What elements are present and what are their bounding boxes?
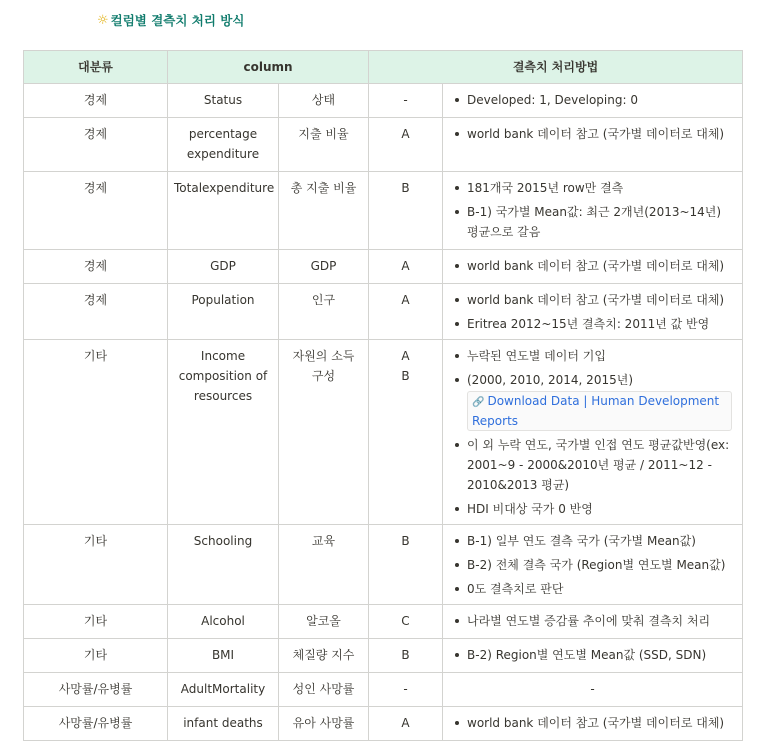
cell-method — [443, 707, 743, 741]
sun-icon: ☼ — [97, 12, 109, 28]
method-item: world bank 데이터 참고 (국가별 데이터로 대체) — [467, 256, 732, 276]
cell-korean: GDP — [279, 250, 369, 284]
cell-korean: 총 지출 비율 — [279, 172, 369, 250]
cell-column: Schooling — [168, 525, 279, 605]
method-item: 이 외 누락 연도, 국가별 인접 연도 평균값반영(ex: 2001~9 - 2000&2010년 평균 / 2011~12 - 2010&2013 평균) — [467, 435, 732, 495]
method-item — [467, 370, 732, 431]
method-item: Eritrea 2012~15년 결측치: 2011년 값 반영 — [467, 314, 732, 334]
cell-korean: 인구 — [279, 284, 369, 340]
cell-code: A — [369, 250, 443, 284]
cell-method: - — [443, 673, 743, 707]
table-row — [24, 250, 743, 284]
cell-column: Status — [168, 84, 279, 118]
cell-category: 경제 — [24, 284, 168, 340]
cell-column: AdultMortality — [168, 673, 279, 707]
cell-method — [443, 340, 743, 525]
table-row — [24, 172, 743, 250]
cell-korean: 알코올 — [279, 605, 369, 639]
cell-category: 경제 — [24, 172, 168, 250]
cell-korean: 상태 — [279, 84, 369, 118]
method-item: HDI 비대상 국가 0 반영 — [467, 499, 732, 519]
method-item: 0도 결측치로 판단 — [467, 579, 732, 599]
table-row — [24, 340, 743, 525]
cell-column: BMI — [168, 639, 279, 673]
method-item: world bank 데이터 참고 (국가별 데이터로 대체) — [467, 290, 732, 310]
cell-column: Income composition of resources — [168, 340, 279, 525]
table-row — [24, 118, 743, 172]
cell-column: percentage expenditure — [168, 118, 279, 172]
cell-category: 사망률/유병률 — [24, 707, 168, 741]
cell-korean: 체질량 지수 — [279, 639, 369, 673]
method-item: 181개국 2015년 row만 결측 — [467, 178, 732, 198]
download-data-link-text: Download Data | Human Development Reports — [472, 394, 720, 428]
method-item: B-2) Region별 연도별 Mean값 (SSD, SDN) — [467, 645, 732, 665]
code-a: A — [401, 349, 410, 363]
cell-method — [443, 84, 743, 118]
method-item-text: (2000, 2010, 2014, 2015년) — [467, 373, 633, 387]
method-item: Developed: 1, Developing: 0 — [467, 90, 732, 110]
cell-code — [369, 340, 443, 525]
table-row — [24, 707, 743, 741]
cell-code: - — [369, 84, 443, 118]
cell-code: A — [369, 118, 443, 172]
cell-code: B — [369, 172, 443, 250]
table-row — [24, 673, 743, 707]
table-row — [24, 605, 743, 639]
section-heading-text: 컬럼별 결측치 처리 방식 — [110, 13, 245, 28]
cell-category: 기타 — [24, 605, 168, 639]
cell-method — [443, 284, 743, 340]
cell-category: 기타 — [24, 525, 168, 605]
code-b: B — [401, 369, 410, 383]
cell-category: 경제 — [24, 250, 168, 284]
cell-code: B — [369, 525, 443, 605]
table-header-row — [24, 51, 743, 84]
method-item: B-1) 일부 연도 결측 국가 (국가별 Mean값) — [467, 531, 732, 551]
table-row — [24, 525, 743, 605]
method-item: B-1) 국가별 Mean값: 최근 2개년(2013~14년) 평균으로 갈음 — [467, 202, 732, 242]
cell-column: Totalexpenditure — [168, 172, 279, 250]
cell-column: infant deaths — [168, 707, 279, 741]
cell-code: - — [369, 673, 443, 707]
cell-korean: 교육 — [279, 525, 369, 605]
table-row — [24, 84, 743, 118]
method-item: world bank 데이터 참고 (국가별 데이터로 대체) — [467, 713, 732, 733]
method-item: 나라별 연도별 증감률 추이에 맞춰 결측치 처리 — [467, 611, 732, 631]
cell-category: 기타 — [24, 340, 168, 525]
cell-method — [443, 250, 743, 284]
missing-value-table — [23, 50, 743, 741]
cell-category: 기타 — [24, 639, 168, 673]
cell-method — [443, 605, 743, 639]
cell-category: 사망률/유병률 — [24, 673, 168, 707]
header-column: column — [168, 51, 369, 84]
cell-korean: 자원의 소득 구성 — [279, 340, 369, 525]
cell-code: A — [369, 707, 443, 741]
cell-method — [443, 172, 743, 250]
link-icon: 🔗 — [472, 397, 485, 408]
cell-column: Alcohol — [168, 605, 279, 639]
cell-category: 경제 — [24, 84, 168, 118]
header-method: 결측치 처리방법 — [369, 51, 743, 84]
header-category: 대분류 — [24, 51, 168, 84]
cell-code: C — [369, 605, 443, 639]
cell-code: B — [369, 639, 443, 673]
cell-korean: 유아 사망률 — [279, 707, 369, 741]
cell-method — [443, 118, 743, 172]
download-data-link[interactable] — [467, 391, 732, 431]
section-heading — [97, 10, 244, 30]
method-item: 누락된 연도별 데이터 기입 — [467, 346, 732, 366]
cell-method — [443, 639, 743, 673]
table-row — [24, 284, 743, 340]
method-item: B-2) 전체 결측 국가 (Region별 연도별 Mean값) — [467, 555, 732, 575]
cell-column: GDP — [168, 250, 279, 284]
cell-category: 경제 — [24, 118, 168, 172]
cell-code: A — [369, 284, 443, 340]
cell-korean: 지출 비율 — [279, 118, 369, 172]
table-row — [24, 639, 743, 673]
method-item: world bank 데이터 참고 (국가별 데이터로 대체) — [467, 124, 732, 144]
cell-method — [443, 525, 743, 605]
cell-column: Population — [168, 284, 279, 340]
cell-korean: 성인 사망률 — [279, 673, 369, 707]
